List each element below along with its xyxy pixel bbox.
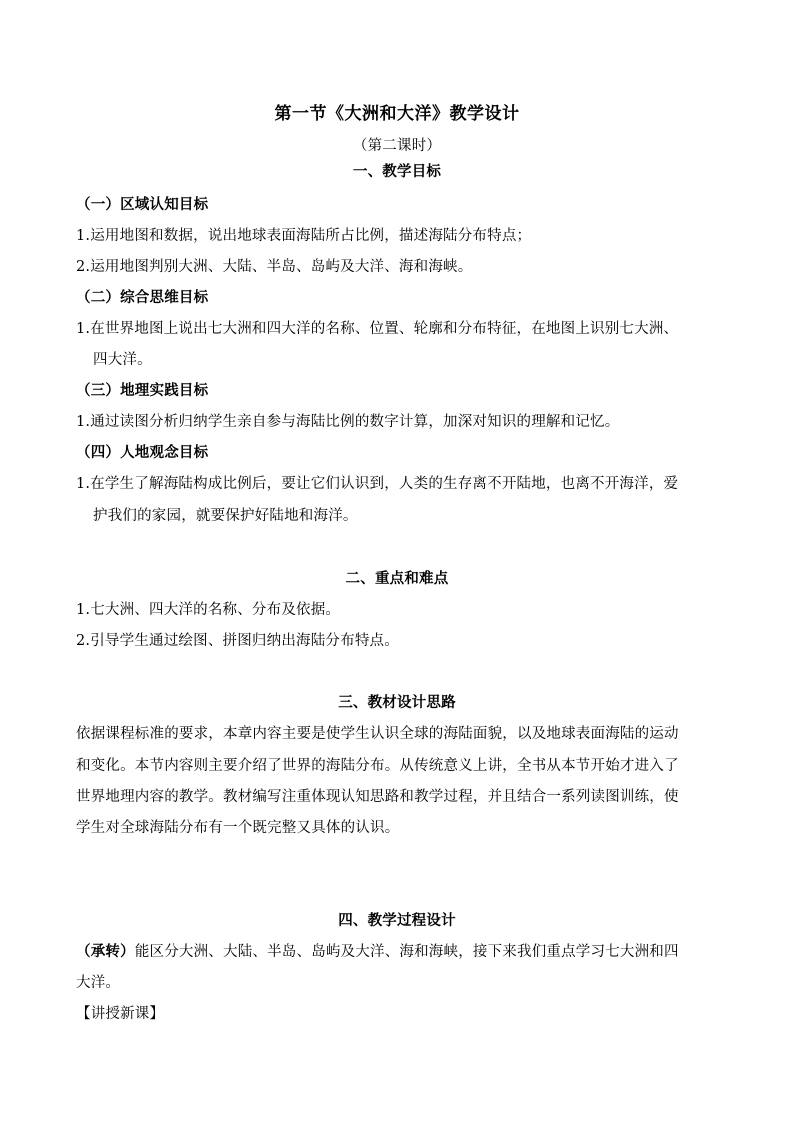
transition-text: 能区分大洲、大陆、半岛、岛屿及大洋、海和海峡，接下来我们重点学习七大洲和四 [134,944,679,960]
section-heading-design-ideas: 三、教材设计思路 [338,694,456,711]
paragraph-line: 依据课程标准的要求，本章内容主要是使学生认识全球的海陆面貌，以及地球表面海陆的运动 [76,726,679,742]
document-subtitle: （第二课时） [352,138,442,154]
objective-group-heading: （二）综合思维目标 [76,289,209,306]
transition-paragraph [76,942,679,962]
objective-group-heading: （三）地理实践目标 [76,382,209,399]
objective-item: 1.在学生了解海陆构成比例后，要让它们认识到，人类的生存离不开陆地，也离不开海洋，爱 [76,476,679,492]
transition-tag: （承转） [76,943,135,960]
objective-item: 1.在世界地图上说出七大洲和四大洋的名称、位置、轮廓和分布特征，在地图上识别七大洲、 [76,321,679,337]
paragraph-line: 世界地理内容的教学。教材编写注重体现认知思路和教学过程，并且结合一系列读图训练，使 [76,789,679,805]
key-point-item: 2.引导学生通过绘图、拼图归纳出海陆分布特点。 [76,633,399,649]
new-lesson-label: 【讲授新课】 [76,1006,165,1022]
objective-group-heading: （四）人地观念目标 [76,444,209,461]
section-heading-objectives: 一、教学目标 [352,163,442,180]
document-title: 第一节《大洲和大洋》教学设计 [274,104,520,124]
paragraph-line: 和变化。本节内容则主要介绍了世界的海陆分布。从传统意义上讲，全书从本节开始才进入了 [76,758,679,774]
objective-group-heading: （一）区域认知目标 [76,196,209,213]
section-heading-process: 四、教学过程设计 [338,912,456,929]
section-heading-key-points: 二、重点和难点 [345,570,449,587]
transition-paragraph-continuation: 大洋。 [76,975,121,991]
objective-item: 1.通过读图分析归纳学生亲自参与海陆比例的数字计算，加深对知识的理解和记忆。 [76,414,620,430]
objective-item-continuation: 护我们的家园，就要保护好陆地和海洋。 [93,508,358,524]
paragraph-line: 学生对全球海陆分布有一个既完整又具体的认识。 [76,820,400,836]
key-point-item: 1.七大洲、四大洋的名称、分布及依据。 [76,602,341,618]
objective-item: 1.运用地图和数据，说出地球表面海陆所占比例，描述海陆分布特点； [76,228,532,244]
objective-item-continuation: 四大洋。 [93,352,152,368]
objective-item: 2.运用地图判别大洲、大陆、半岛、岛屿及大洋、海和海峡。 [76,259,473,275]
